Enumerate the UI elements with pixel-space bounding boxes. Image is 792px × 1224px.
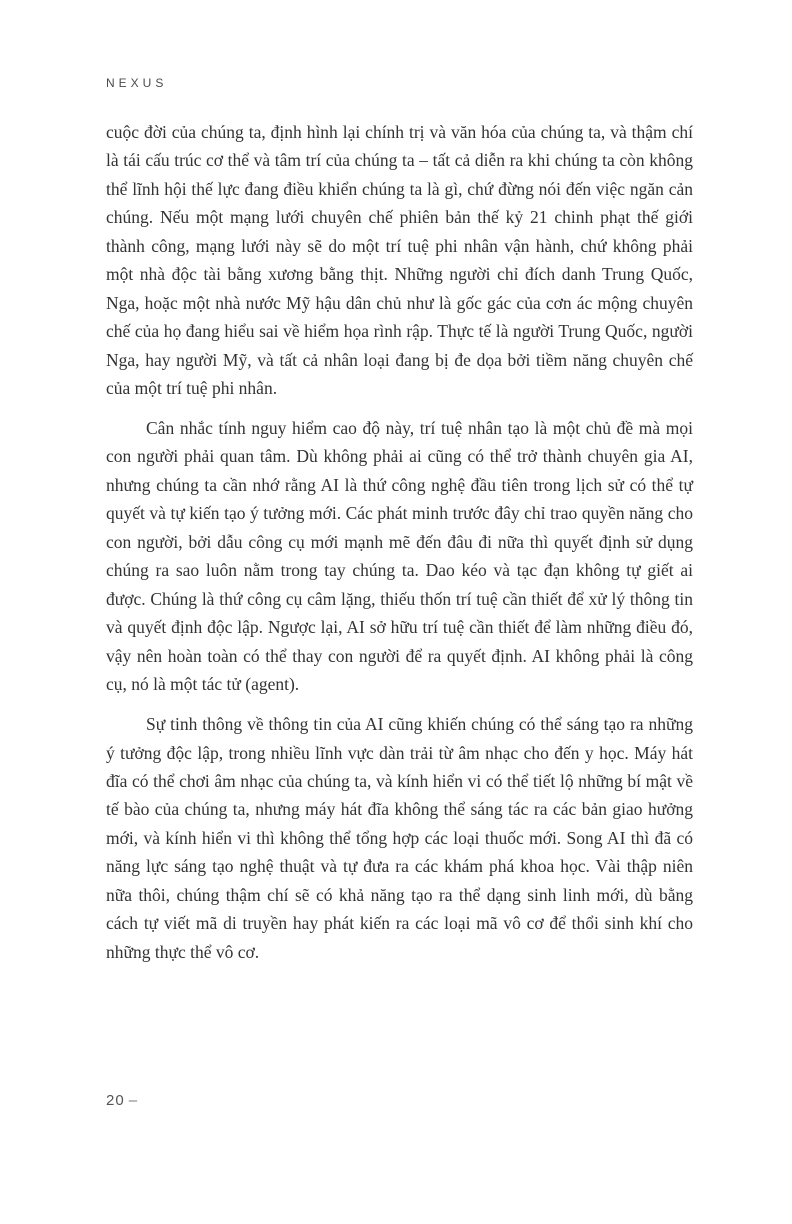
paragraph-ai-creativity: Sự tinh thông về thông tin của AI cũng khiến chúng có thể sáng tạo ra những ý tưởng độc lập, trong nhiều lĩnh vực dàn trải từ âm nhạc cho đến y học. Máy hát đĩa có thể chơi âm nhạc của chúng ta, và kính hiển vi có thể tiết lộ những bí mật về tế bào của chúng ta, nhưng máy hát đĩa không thể sáng tác ra các bản giao hưởng mới, và kính hiển vi thì không thể tổng hợp các loại thuốc mới. Song AI thì đã có năng lực sáng tạo nghệ thuật và tự đưa ra các khám phá khoa học. Vài thập niên nữa thôi, chúng thậm chí sẽ có khả năng tạo ra thể dạng sinh linh mới, dù bằng cách tự viết mã di truyền hay phát kiến ra các loại mã vô cơ để thổi sinh khí cho những thực thể vô cơ. [106,714,693,962]
page-footer [106,1092,138,1109]
running-header-book-title: NEXUS [106,76,168,90]
page-number-dash: – [128,1092,139,1109]
paragraph-ai-danger: Cân nhắc tính nguy hiểm cao độ này, trí tuệ nhân tạo là một chủ đề mà mọi con người phải quan tâm. Dù không phải ai cũng có thể trở thành chuyên gia AI, nhưng chúng ta cần nhớ rằng AI là thứ công nghệ đầu tiên trong lịch sử có thể tự quyết và tự kiến tạo ý tưởng mới. Các phát minh trước đây chỉ trao quyền năng cho con người, bởi dẫu công cụ mới mạnh mẽ đến đâu đi nữa thì quyết định sử dụng chúng ra sao luôn nằm trong tay chúng ta. Dao kéo và tạc đạn không tự giết ai được. Chúng là thứ công cụ câm lặng, thiếu thốn trí tuệ cần thiết để xử lý thông tin và quyết định độc lập. Ngược lại, AI sở hữu trí tuệ cần thiết để làm những điều đó, vậy nên hoàn toàn có thể thay con người để ra quyết định. AI không phải là công cụ, nó là một tác tử (agent). [106,418,693,695]
page-body-text [106,118,693,978]
paragraph-continuation: cuộc đời của chúng ta, định hình lại chính trị và văn hóa của chúng ta, và thậm chí là tái cấu trúc cơ thể và tâm trí của chúng ta – tất cả diễn ra khi chúng ta còn không thể lĩnh hội thế lực đang điều khiển chúng ta là gì, chứ đừng nói đến việc ngăn cản chúng. Nếu một mạng lưới chuyên chế phiên bản thế kỷ 21 chinh phạt thế giới thành công, mạng lưới này sẽ do một trí tuệ phi nhân vận hành, chứ không phải một nhà độc tài bằng xương bằng thịt. Những người chỉ đích danh Trung Quốc, Nga, hoặc một nhà nước Mỹ hậu dân chủ như là gốc gác của cơn ác mộng chuyên chế của họ đang hiểu sai về hiểm họa rình rập. Thực tế là người Trung Quốc, người Nga, hay người Mỹ, và tất cả nhân loại đang bị đe dọa bởi tiềm năng chuyên chế của một trí tuệ phi nhân. [106,122,693,399]
page-number: 20 [106,1092,125,1109]
